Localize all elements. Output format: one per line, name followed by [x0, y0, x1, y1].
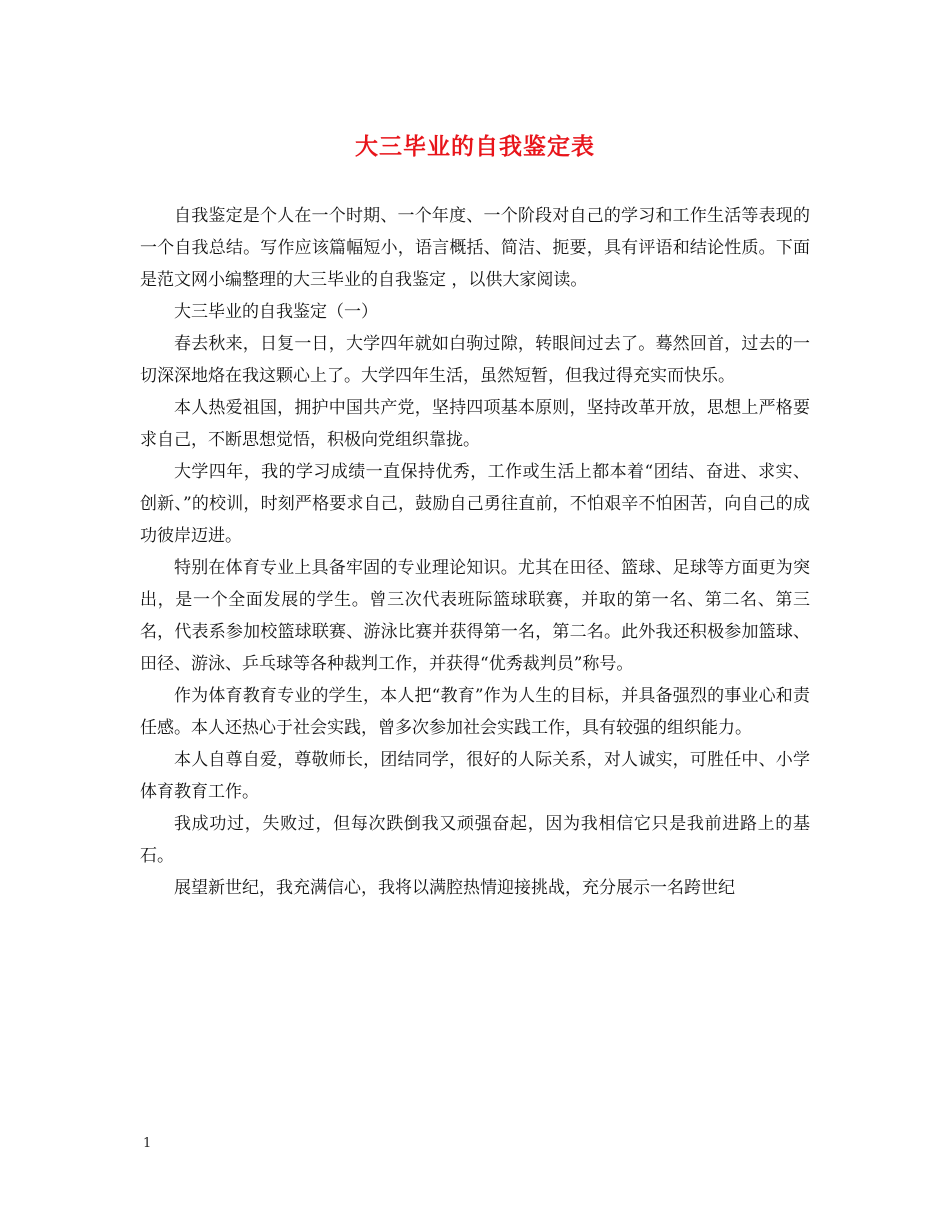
paragraph: 本人热爱祖国，拥护中国共产党，坚持四项基本原则，坚持改革开放，思想上严格要求自己，不断思想觉悟，积极向党组织靠拢。 — [140, 398, 810, 450]
paragraph: 大学四年，我的学习成绩一直保持优秀，工作或生活上都本着“团结、奋进、求实、创新、”的校训，时刻严格要求自己，鼓励自己勇往直前，不怕艰辛不怕困苦，向自己的成功彼岸迈进。 — [140, 462, 810, 546]
section-heading: 大三毕业的自我鉴定（一） — [174, 302, 378, 322]
paragraph: 本人自尊自爱，尊敬师长，团结同学，很好的人际关系，对人诚实，可胜任中、小学体育教育工作。 — [140, 750, 810, 802]
paragraph: 展望新世纪，我充满信心，我将以满腔热情迎接挑战，充分展示一名跨世纪 — [174, 878, 735, 898]
page-number: 1 — [143, 1136, 152, 1151]
paragraph: 春去秋来，日复一日，大学四年就如白驹过隙，转眼间过去了。蓦然回首，过去的一切深深地烙在我这颗心上了。大学四年生活，虽然短暂，但我过得充实而快乐。 — [140, 334, 810, 386]
document-body — [140, 200, 810, 904]
paragraph: 作为体育教育专业的学生，本人把“教育”作为人生的目标，并具备强烈的事业心和责任感。本人还热心于社会实践，曾多次参加社会实践工作，具有较强的组织能力。 — [140, 686, 810, 738]
document-title: 大三毕业的自我鉴定表 — [355, 133, 595, 160]
paragraph: 特别在体育专业上具备牢固的专业理论知识。尤其在田径、篮球、足球等方面更为突出，是一个全面发展的学生。曾三次代表班际篮球联赛，并取的第一名、第二名、第三名，代表系参加校篮球联赛、游泳比赛并获得第一名，第二名。此外我还积极参加篮球、田径、游泳、乒乓球等各种裁判工作，并获得“优秀裁判员”称号。 — [140, 558, 810, 674]
paragraph-intro: 自我鉴定是个人在一个时期、一个年度、一个阶段对自己的学习和工作生活等表现的一个自我总结。写作应该篇幅短小，语言概括、简洁、扼要，具有评语和结论性质。下面是范文网小编整理的大三毕业的自我鉴定 ，以供大家阅读。 — [140, 206, 810, 290]
paragraph: 我成功过，失败过，但每次跌倒我又顽强奋起，因为我相信它只是我前进路上的基石。 — [140, 814, 810, 866]
